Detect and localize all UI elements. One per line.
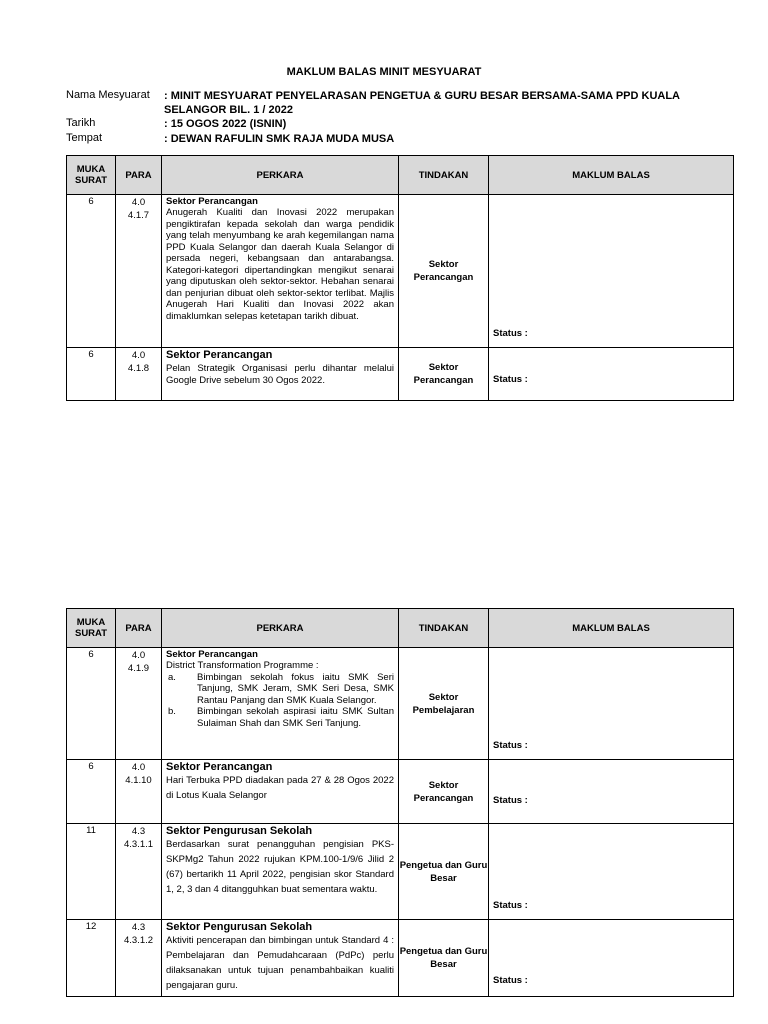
minutes-table-1 — [66, 155, 734, 401]
para-number: 4.1.8 — [127, 363, 150, 374]
para-cell — [116, 760, 162, 824]
muka-surat-cell: 6 — [67, 760, 116, 824]
list-text: Bimbingan sekolah fokus iaitu SMK Seri Tanjung, SMK Jeram, SMK Seri Desa, SMK Rantau Panjang dan SMK Kuala Selangor. — [197, 671, 394, 706]
perkara-cell — [162, 195, 399, 348]
list-item — [166, 706, 394, 729]
table-row — [67, 348, 734, 401]
status-label: Status : — [493, 374, 528, 385]
perkara-heading: Sektor Perancangan — [166, 196, 258, 207]
para-cell — [116, 824, 162, 920]
maklum-balas-cell[interactable] — [489, 920, 734, 997]
maklum-balas-cell[interactable] — [489, 348, 734, 401]
maklum-balas-cell[interactable] — [489, 195, 734, 348]
header-perkara: PERKARA — [162, 156, 399, 195]
muka-surat-cell: 6 — [67, 348, 116, 401]
document-title: MAKLUM BALAS MINIT MESYUARAT — [286, 66, 482, 78]
para-number: 4.1.7 — [127, 210, 150, 221]
header-para: PARA — [116, 156, 162, 195]
meta-value: : DEWAN RAFULIN SMK RAJA MUDA MUSA — [164, 133, 395, 145]
perkara-body: District Transformation Programme : — [166, 660, 319, 671]
perkara-heading: Sektor Pengurusan Sekolah — [166, 921, 313, 933]
header-muka-surat: MUKA SURAT — [67, 609, 116, 648]
table-header-row — [67, 156, 734, 195]
list-marker: a. — [168, 671, 176, 683]
perkara-heading: Sektor Perancangan — [166, 349, 273, 361]
header-para: PARA — [116, 609, 162, 648]
perkara-body: Pelan Strategik Organisasi perlu dihantar melalui Google Drive sebelum 30 Ogos 2022. — [166, 363, 394, 386]
status-label: Status : — [493, 975, 528, 986]
para-cell — [116, 920, 162, 997]
status-label: Status : — [493, 740, 528, 751]
tindakan-cell: Sektor Perancangan — [399, 348, 489, 401]
para-cell — [116, 195, 162, 348]
tindakan-cell: Sektor Perancangan — [399, 195, 489, 348]
meta-value: : 15 OGOS 2022 (ISNIN) — [164, 118, 287, 130]
maklum-balas-cell[interactable] — [489, 648, 734, 760]
maklum-balas-cell[interactable] — [489, 760, 734, 824]
tindakan-cell: Sektor Perancangan — [399, 760, 489, 824]
tindakan-cell: Pengetua dan Guru Besar — [399, 824, 489, 920]
status-label: Status : — [493, 900, 528, 911]
para-cell — [116, 348, 162, 401]
perkara-body: Berdasarkan surat penangguhan pengisian PKS-SKPMg2 Tahun 2022 rujukan KPM.100-1/9/6 Jilid 2 (67) bertarikh 11 April 2022, pengisian skor Standard 1, 2, 3 dan 4 ditangguhkan buat sementara waktu. — [166, 839, 394, 895]
header-maklum-balas: MAKLUM BALAS — [489, 156, 734, 195]
para-number: 4.1.10 — [125, 775, 152, 786]
header-perkara: PERKARA — [162, 609, 399, 648]
minutes-table-2 — [66, 608, 734, 997]
perkara-cell — [162, 648, 399, 760]
para-section: 4.0 — [131, 762, 146, 773]
para-section: 4.0 — [131, 350, 146, 361]
para-section: 4.3 — [131, 922, 146, 933]
muka-surat-cell: 6 — [67, 195, 116, 348]
maklum-balas-cell[interactable] — [489, 824, 734, 920]
header-muka-surat: MUKA SURAT — [67, 156, 116, 195]
list-text: Bimbingan sekolah aspirasi iaitu SMK Sultan Sulaiman Shah dan SMK Seri Tanjung. — [197, 706, 394, 729]
tindakan-cell: Sektor Pembelajaran — [399, 648, 489, 760]
table-row — [67, 824, 734, 920]
perkara-cell — [162, 824, 399, 920]
para-cell — [116, 648, 162, 760]
para-section: 4.0 — [131, 650, 146, 661]
perkara-cell — [162, 348, 399, 401]
meta-label: Tempat — [66, 132, 103, 144]
perkara-heading: Sektor Perancangan — [166, 761, 273, 773]
muka-surat-cell: 6 — [67, 648, 116, 760]
status-label: Status : — [493, 795, 528, 806]
perkara-cell — [162, 760, 399, 824]
para-section: 4.0 — [131, 197, 146, 208]
list-marker: b. — [168, 706, 176, 717]
header-tindakan: TINDAKAN — [399, 156, 489, 195]
status-label: Status : — [493, 328, 528, 339]
perkara-list — [166, 672, 394, 730]
perkara-heading: Sektor Pengurusan Sekolah — [166, 825, 313, 837]
para-number: 4.1.9 — [127, 663, 150, 674]
perkara-body: Anugerah Kualiti dan Inovasi 2022 merupakan pengiktirafan kepada sekolah dan warga pendidik yang telah menyumbang ke arah kegemilangan nama PPD Kuala Selangor dan daerah Kuala Selangor di persada negeri, kebangsaan dan antarabangsa. Kategori-kategori dipertandingkan mengikut senarai yang diputuskan oleh sektor-sektor. Hebahan senarai dan penjurian dibuat oleh sektor-sektor terlibat. Majlis Anugerah Hari Kualiti dan Inovasi 2022 akan dimaklumkan selepas ketetapan tarikh dibuat. — [166, 207, 394, 322]
table-row — [67, 195, 734, 348]
table-row — [67, 648, 734, 760]
header-tindakan: TINDAKAN — [399, 609, 489, 648]
muka-surat-cell: 11 — [67, 824, 116, 920]
perkara-heading: Sektor Perancangan — [166, 649, 258, 660]
table-header-row — [67, 609, 734, 648]
meta-label: Tarikh — [66, 117, 96, 129]
tindakan-cell: Pengetua dan Guru Besar — [399, 920, 489, 997]
perkara-body: Hari Terbuka PPD diadakan pada 27 & 28 Ogos 2022 di Lotus Kuala Selangor — [166, 775, 394, 801]
para-section: 4.3 — [131, 826, 146, 837]
para-number: 4.3.1.2 — [123, 935, 154, 946]
table-row — [67, 920, 734, 997]
perkara-cell — [162, 920, 399, 997]
header-maklum-balas: MAKLUM BALAS — [489, 609, 734, 648]
muka-surat-cell: 12 — [67, 920, 116, 997]
para-number: 4.3.1.1 — [123, 839, 154, 850]
table-row — [67, 760, 734, 824]
meta-value: : MINIT MESYUARAT PENYELARASAN PENGETUA & GURU BESAR BERSAMA-SAMA PPD KUALA SELANGOR BIL. 1 / 2022 — [164, 90, 680, 116]
perkara-body: Aktiviti pencerapan dan bimbingan untuk Standard 4 : Pembelajaran dan Pemudahcaraan (PdPc) perlu dilaksanakan untuk tujuan penambahbaikan kualiti pengajaran guru. — [166, 935, 394, 991]
meta-label: Nama Mesyuarat — [66, 89, 150, 101]
list-item — [166, 672, 394, 707]
